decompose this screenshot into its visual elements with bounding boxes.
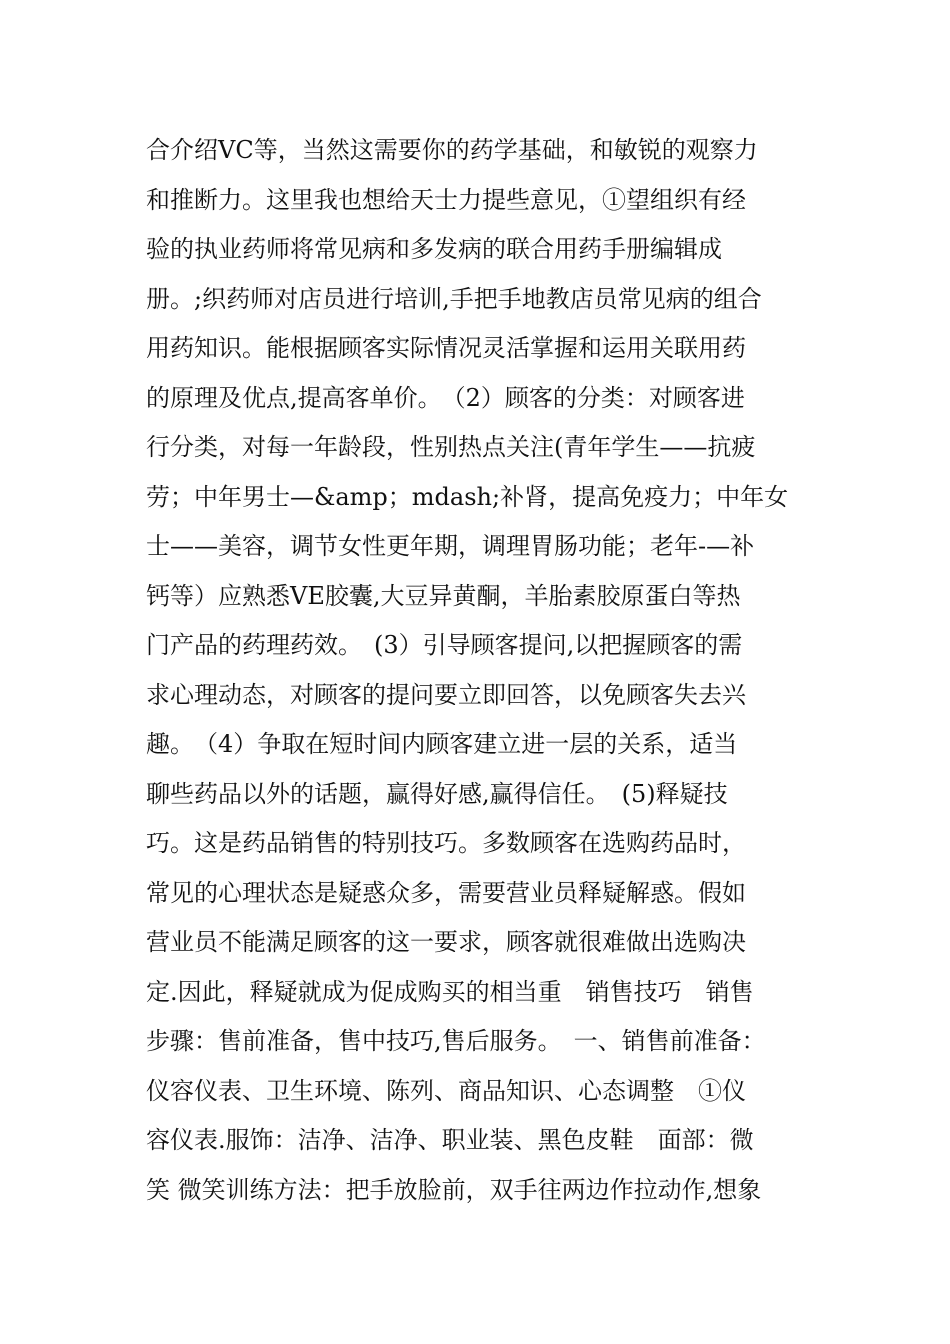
text-line: 笑 微笑训练方法：把手放脸前，双手往两边作拉动作,想象 <box>146 1175 762 1204</box>
text-line: 士——美容，调节女性更年期，调理胃肠功能；老年-—补 <box>146 532 755 560</box>
text-line: 容仪表.服饰：洁净、洁净、职业装、黑色皮鞋 面部：微 <box>146 1126 754 1154</box>
text-line: 定.因此，释疑就成为促成购买的相当重 销售技巧 销售 <box>146 977 754 1006</box>
text-line: 聊些药品以外的话题，赢得好感,赢得信任。 (5)释疑技 <box>146 779 728 808</box>
text-line: 行分类，对每一年龄段，性别热点关注(青年学生——抗疲 <box>146 433 756 461</box>
text-line: 步骤：售前准备，售中技巧,售后服务。 一、销售前准备： <box>146 1027 766 1055</box>
text-line: 册。;织药师对店员进行培训,手把手地教店员常见病的组合 <box>146 284 762 313</box>
text-line: 门产品的药理药效。 (3）引导顾客提问,以把握顾客的需 <box>146 631 743 659</box>
text-line: 营业员不能满足顾客的这一要求，顾客就很难做出选购决 <box>146 928 746 956</box>
text-line: 趣。 （4）争取在短时间内顾客建立进一层的关系，适当 <box>146 730 738 758</box>
text-line: 钙等）应熟悉VE胶囊,大豆异黄酮，羊胎素胶原蛋白等热 <box>146 581 741 610</box>
text-line: 仪容仪表、卫生环境、陈列、商品知识、心态调整 ①仪 <box>146 1076 746 1105</box>
text-line: 求心理动态，对顾客的提问要立即回答，以免顾客失去兴 <box>146 680 746 709</box>
text-line: 常见的心理状态是疑惑众多，需要营业员释疑解惑。假如 <box>146 878 746 907</box>
body-text <box>146 126 816 1215</box>
text-line: 合介绍VC等，当然这需要你的药学基础，和敏锐的观察力 <box>146 136 758 164</box>
text-line: 验的执业药师将常见病和多发病的联合用药手册编辑成 <box>146 235 722 263</box>
text-line: 的原理及优点,提高客单价。 （2）顾客的分类：对顾客进 <box>146 383 745 412</box>
text-line: 巧。这是药品销售的特别技巧。多数顾客在选购药品时， <box>146 829 746 857</box>
text-line: 用药知识。能根据顾客实际情况灵活掌握和运用关联用药 <box>146 334 746 362</box>
text-line: 和推断力。这里我也想给天士力提些意见，①望组织有经 <box>146 185 746 214</box>
text-line: 劳；中年男士—&amp；mdash;补肾，提高免疫力；中年女 <box>146 482 789 511</box>
